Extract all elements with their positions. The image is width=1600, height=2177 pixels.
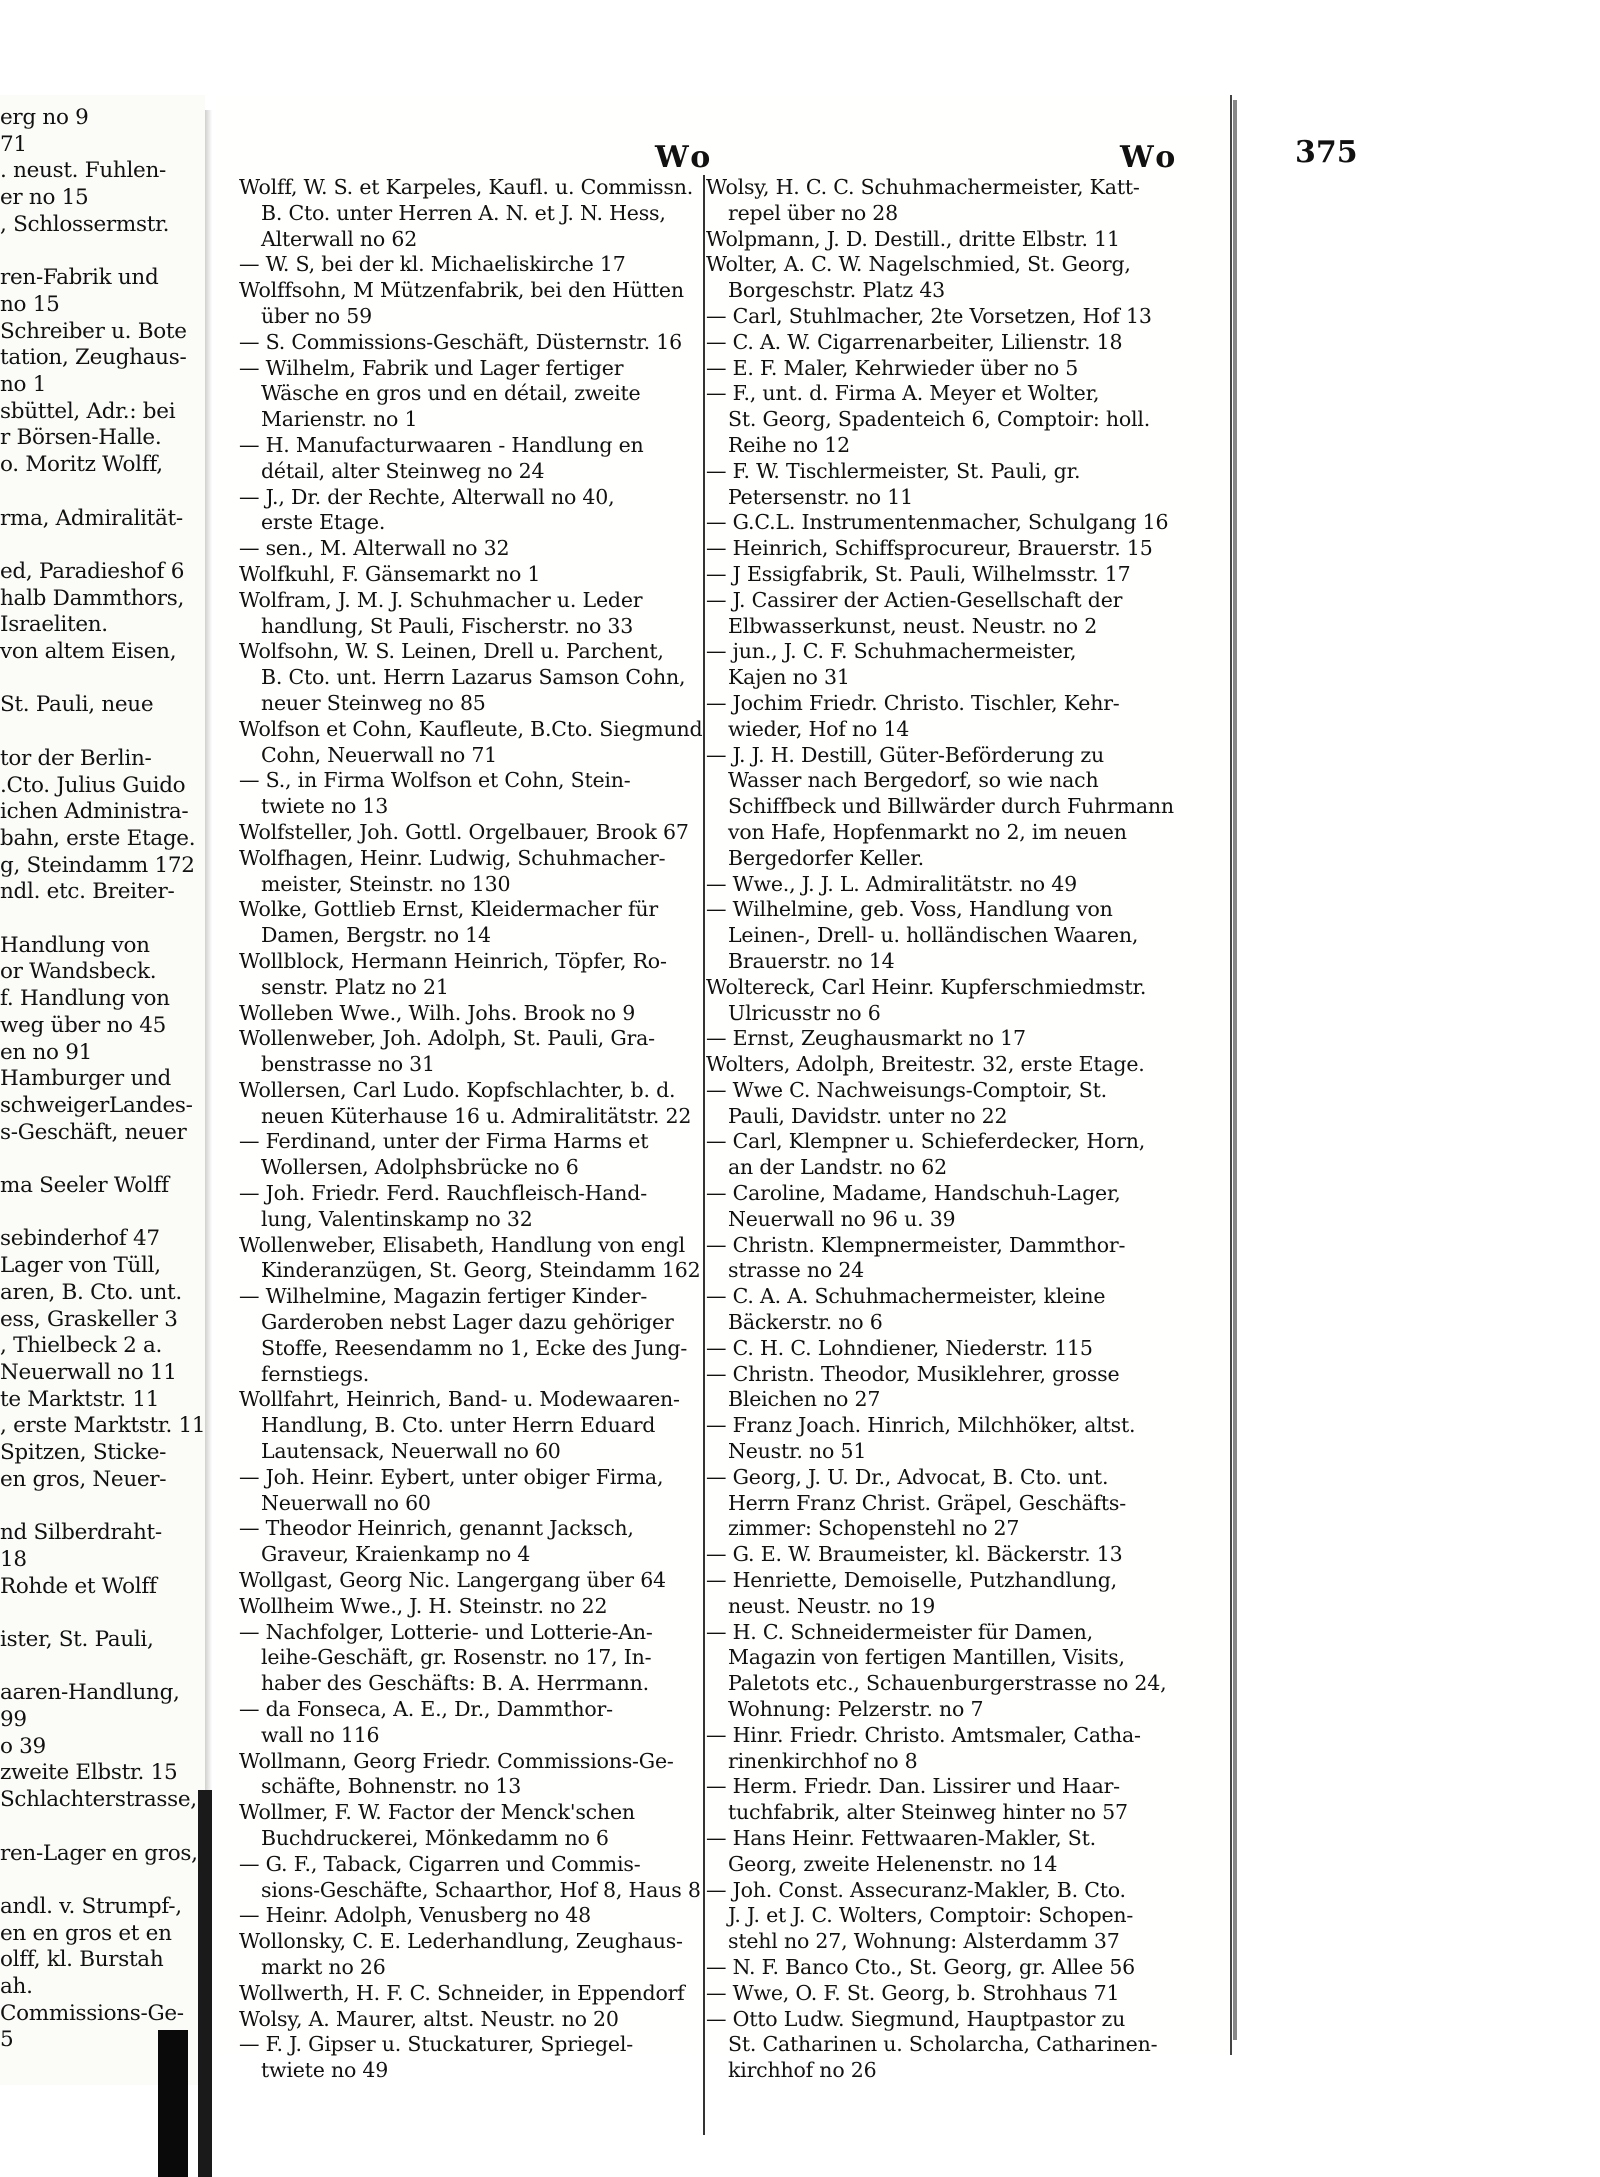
directory-entry-line: — Carl, Klempner u. Schieferdecker, Horn, [706,1129,1146,1154]
facing-page-line: zweite Elbstr. 15 [0,1760,178,1786]
book-spine-shadow [198,1790,212,2177]
facing-page-line: ren-Fabrik und [0,265,159,291]
facing-page-line: en no 91 [0,1039,92,1065]
facing-page-line: schweigerLandes- [0,1092,193,1118]
directory-entry-line: — G. F., Taback, Cigarren und Commis- [239,1851,641,1876]
directory-entry-line: sions-Geschäfte, Schaarthor, Hof 8, Haus 8 [261,1877,701,1902]
directory-entry-line: Wolfram, J. M. J. Schuhmacher u. Leder [239,587,643,612]
facing-page-line: o. Moritz Wolff, [0,452,163,478]
directory-entry-line: — Joh. Friedr. Ferd. Rauchfleisch-Hand- [239,1181,647,1206]
facing-page-line: olff, kl. Burstah [0,1947,164,1973]
facing-page-line: aaren-Handlung, [0,1680,180,1706]
facing-page-line: Hamburger und [0,1066,171,1092]
directory-entry-line: Georg, zweite Helenenstr. no 14 [728,1851,1058,1876]
directory-entry-line: — Otto Ludw. Siegmund, Hauptpastor zu [706,2006,1126,2031]
directory-entry-line: — Nachfolger, Lotterie- und Lotterie-An- [239,1619,653,1644]
directory-entry-line: Ulricusstr no 6 [728,1000,881,1025]
directory-entry-line: Petersenstr. no 11 [728,484,913,509]
directory-entry-line: Bergedorfer Keller. [728,845,924,870]
directory-entry-line: Wollgast, Georg Nic. Langergang über 64 [239,1568,666,1593]
directory-entry-line: Bleichen no 27 [728,1387,881,1412]
directory-entry-line: leihe-Geschäft, gr. Rosenstr. no 17, In- [261,1645,652,1670]
facing-page-line: Schlachterstrasse, [0,1787,197,1813]
directory-entry-line: meister, Steinstr. no 130 [261,871,511,896]
facing-page-line: en en gros et en [0,1920,172,1946]
facing-page-line: bahn, erste Etage. [0,825,196,851]
directory-entry-line: — Heinr. Adolph, Venusberg no 48 [239,1903,591,1928]
directory-entry-line: tuchfabrik, alter Steinweg hinter no 57 [728,1800,1128,1825]
directory-entry-line: von Hafe, Hopfenmarkt no 2, im neuen [728,819,1127,844]
directory-entry-line: — G. E. W. Braumeister, kl. Bäckerstr. 13 [706,1542,1123,1567]
directory-entry-line: Lautensack, Neuerwall no 60 [261,1439,561,1464]
left-column [239,175,714,2084]
directory-entry-line: Wollenweber, Joh. Adolph, St. Pauli, Gra- [239,1026,655,1051]
facing-page-line: .Cto. Julius Guido [0,772,186,798]
directory-entry-line: Bäckerstr. no 6 [728,1310,883,1335]
directory-entry-line: Handlung, B. Cto. unter Herrn Eduard [261,1413,656,1438]
directory-entry-line: Wollersen, Carl Ludo. Kopfschlachter, b. d. [239,1077,676,1102]
directory-entry-line: Wolpmann, J. D. Destill., dritte Elbstr. 11 [706,226,1120,251]
facing-page-line: ister, St. Pauli, [0,1626,154,1652]
facing-page-line: erg no 9 [0,105,89,130]
facing-page-line: f. Handlung von [0,986,170,1012]
directory-entry-line: — Joh. Heinr. Eybert, unter obiger Firma, [239,1464,664,1489]
directory-entry-line: Pauli, Davidstr. unter no 22 [728,1103,1008,1128]
directory-entry-line: — da Fonseca, A. E., Dr., Dammthor- [239,1697,613,1722]
directory-entry-line: Wolfkuhl, F. Gänsemarkt no 1 [239,561,541,586]
directory-entry-line: — J. J. H. Destill, Güter-Beförderung zu [706,742,1104,767]
directory-entry-line: — Wwe C. Nachweisungs-Comptoir, St. [706,1077,1107,1102]
directory-entry-line: — H. C. Schneidermeister für Damen, [706,1619,1093,1644]
directory-entry-line: Wolff, W. S. et Karpeles, Kaufl. u. Commissn. [239,175,694,199]
facing-page-line: tor der Berlin- [0,745,152,771]
facing-page-line: von altem Eisen, [0,639,177,664]
directory-entry-line: Wolleben Wwe., Wilh. Johs. Brook no 9 [239,1000,636,1025]
directory-entry-line: Schiffbeck und Billwärder durch Fuhrmann [728,794,1174,819]
facing-page-line: aren, B. Cto. unt. [0,1279,182,1305]
directory-entry-line: Wollenweber, Elisabeth, Handlung von engl [239,1232,686,1257]
directory-entry-line: Leinen-, Drell- u. holländischen Waaren, [728,923,1139,948]
facing-page-line: halb Dammthors, [0,585,185,611]
directory-entry-line: Wolters, Adolph, Breitestr. 32, erste Etage. [706,1052,1145,1077]
facing-page-line: Rohde et Wolff [0,1573,157,1599]
directory-entry-line: — Henriette, Demoiselle, Putzhandlung, [706,1568,1117,1593]
running-header-right: Wo [1120,140,1180,175]
directory-entry-line: Stoffe, Reesendamm no 1, Ecke des Jung- [261,1335,688,1360]
binding-edge [158,2030,188,2177]
directory-page [215,95,1358,2083]
directory-entry-line: — jun., J. C. F. Schuhmachermeister, [706,639,1077,664]
directory-entry-line: — Christn. Klempnermeister, Dammthor- [706,1232,1126,1257]
directory-entry-line: — N. F. Banco Cto., St. Georg, gr. Allee 56 [706,1954,1136,1979]
directory-entry-line: B. Cto. unter Herren A. N. et J. N. Hess, [261,200,666,225]
directory-entry-line: détail, alter Steinweg no 24 [261,458,545,483]
directory-entry-line: — J Essigfabrik, St. Pauli, Wilhelmsstr. 17 [706,561,1131,586]
facing-page-line: or Wandsbeck. [0,959,157,985]
right-column [706,175,1196,2084]
directory-entry-line: St. Catharinen u. Scholarcha, Catharinen- [728,2032,1158,2057]
facing-page-line: Schreiber u. Bote [0,318,187,344]
directory-entry-line: Damen, Bergstr. no 14 [261,923,491,948]
directory-entry-line: — G.C.L. Instrumentenmacher, Schulgang 16 [706,510,1169,535]
facing-page-line: r Börsen-Halle. [0,425,162,451]
page-number: 375 [1295,135,1358,170]
directory-entry-line: — E. F. Maler, Kehrwieder über no 5 [706,355,1079,380]
directory-entry-line: Borgeschstr. Platz 43 [728,278,946,303]
directory-entry-line: twiete no 13 [261,794,389,819]
directory-entry-line: erste Etage. [261,510,386,535]
facing-page-line: ndl. etc. Breiter- [0,879,175,905]
directory-entry-line: — Georg, J. U. Dr., Advocat, B. Cto. unt. [706,1464,1109,1489]
directory-entry-line: lung, Valentinskamp no 32 [261,1206,533,1231]
directory-entry-line: benstrasse no 31 [261,1052,435,1077]
directory-entry-line: über no 59 [261,303,372,328]
facing-page-line: Commissions-Ge- [0,2000,184,2026]
facing-page-line: en gros, Neuer- [0,1466,167,1492]
facing-page-line: s-Geschäft, neuer [0,1119,187,1145]
directory-entry-line: — S., in Firma Wolfson et Cohn, Stein- [239,768,631,793]
directory-entry-line: Wolfson et Cohn, Kaufleute, B.Cto. Siegmund [239,716,703,741]
directory-entry-line: — Wilhelm, Fabrik und Lager fertiger [239,355,624,380]
directory-entry-line: rinenkirchhof no 8 [728,1748,918,1773]
directory-entry-line: Marienstr. no 1 [261,407,418,432]
facing-page-line: nd Silberdraht- [0,1520,162,1546]
directory-entry-line: Wollmer, F. W. Factor der Menck'schen [239,1800,635,1825]
facing-page-line: Handlung von [0,932,150,958]
directory-entry-line: markt no 26 [261,1954,386,1979]
directory-entry-line: an der Landstr. no 62 [728,1155,947,1180]
directory-entry-line: stehl no 27, Wohnung: Alsterdamm 37 [728,1929,1120,1954]
directory-entry-line: Reihe no 12 [728,432,850,457]
directory-entry-line: repel über no 28 [728,200,898,225]
directory-entry-line: St. Georg, Spadenteich 6, Comptoir: holl. [728,407,1151,432]
directory-entry-line: Wolsy, A. Maurer, altst. Neustr. no 20 [239,2006,619,2031]
directory-entry-line: wall no 116 [261,1722,380,1747]
directory-entry-line: fernstiegs. [261,1361,370,1386]
directory-entry-line: — Hinr. Friedr. Christo. Amtsmaler, Catha- [706,1722,1141,1747]
directory-entry-line: — Wilhelmine, Magazin fertiger Kinder- [239,1284,648,1309]
directory-entry-line: strasse no 24 [728,1258,865,1283]
facing-page-line: ed, Paradieshof 6 [0,558,185,584]
directory-entry-line: Neuerwall no 60 [261,1490,431,1515]
directory-entry-line: — F. W. Tischlermeister, St. Pauli, gr. [706,458,1081,483]
facing-page-line: Spitzen, Sticke- [0,1440,167,1465]
directory-entry-line: Neuerwall no 96 u. 39 [728,1206,956,1231]
facing-page-line: o 39 [0,1733,46,1759]
directory-entry-line: — Theodor Heinrich, genannt Jacksch, [239,1516,634,1541]
facing-page-line: tation, Zeughaus- [0,345,187,371]
directory-entry-line: neuen Küterhause 16 u. Admiralitätstr. 22 [261,1103,692,1128]
facing-page-line: , Thielbeck 2 a. [0,1333,163,1359]
directory-entry-line: B. Cto. unt. Herrn Lazarus Samson Cohn, [261,665,686,690]
directory-entry-line: senstr. Platz no 21 [261,974,449,999]
directory-entry-line: — C. H. C. Lohndiener, Niederstr. 115 [706,1335,1093,1360]
directory-entry-line: Wollwerth, H. F. C. Schneider, in Eppendorf [239,1980,685,2005]
directory-entry-line: Wolfsteller, Joh. Gottl. Orgelbauer, Brook 67 [239,819,689,844]
directory-entry-line: Magazin von fertigen Mantillen, Visits, [728,1645,1125,1670]
facing-page-line: Israeliten. [0,612,108,638]
column-divider [703,175,705,2135]
directory-entry-line: — Christn. Theodor, Musiklehrer, grosse [706,1361,1120,1386]
directory-entry-line: Buchdruckerei, Mönkedamm no 6 [261,1826,609,1850]
directory-entry-line: Neustr. no 51 [728,1439,867,1464]
page-edge [1233,100,1237,2040]
facing-page-line: Neuerwall no 11 [0,1359,177,1385]
directory-entry-line: schäfte, Bohnenstr. no 13 [261,1774,522,1799]
directory-entry-line: Brauerstr. no 14 [728,948,895,973]
facing-page-line: , Schlossermstr. [0,211,170,237]
directory-entry-line: — Carl, Stuhlmacher, 2te Vorsetzen, Hof 13 [706,303,1152,328]
directory-entry-line: — Ernst, Zeughausmarkt no 17 [706,1026,1026,1051]
directory-entry-line: — Herm. Friedr. Dan. Lissirer und Haar- [706,1774,1120,1799]
running-header-left: Wo [655,140,715,175]
directory-entry-line: — Wwe., J. J. L. Admiralitätstr. no 49 [706,871,1077,896]
facing-page-line: 71 [0,131,27,157]
directory-entry-line: twiete no 49 [261,2058,389,2083]
directory-entry-line: — Wwe, O. F. St. Georg, b. Strohhaus 71 [706,1980,1120,2005]
directory-entry-line: — Joh. Const. Assecuranz-Makler, B. Cto. [706,1877,1126,1902]
directory-entry-line: Wollfahrt, Heinrich, Band- u. Modewaaren- [239,1387,680,1412]
directory-entry-line: haber des Geschäfts: B. A. Herrmann. [261,1671,649,1696]
directory-entry-line: — C. A. A. Schuhmachermeister, kleine [706,1284,1106,1309]
directory-entry-line: — W. S, bei der kl. Michaeliskirche 17 [239,252,626,277]
directory-entry-line: Alterwall no 62 [261,226,418,251]
directory-entry-line: kirchhof no 26 [728,2058,877,2083]
directory-entry-line: Wollonsky, C. E. Lederhandlung, Zeughaus- [239,1929,683,1954]
facing-page-line: g, Steindamm 172 [0,852,195,878]
directory-entry-line: wieder, Hof no 14 [728,716,910,741]
facing-page-line: ichen Administra- [0,799,189,825]
facing-page-line: 99 [0,1707,27,1732]
facing-page-line: no 15 [0,291,60,317]
directory-entry-line: J. J. et J. C. Wolters, Comptoir: Schopen- [728,1903,1134,1928]
facing-page-line: rma, Admiralität- [0,505,183,531]
facing-page-line: St. Pauli, neue [0,692,154,718]
directory-entry-line: — F., unt. d. Firma A. Meyer et Wolter, [706,381,1100,406]
facing-page-line: weg über no 45 [0,1012,166,1038]
directory-entry-line: Cohn, Neuerwall no 71 [261,742,498,767]
directory-entry-line: — F. J. Gipser u. Stuckaturer, Spriegel- [239,2032,633,2057]
facing-page-line: . neust. Fuhlen- [0,158,166,184]
facing-page-line: ren-Lager en gros, [0,1840,198,1866]
directory-entry-line: Wolfhagen, Heinr. Ludwig, Schuhmacher- [239,845,666,870]
directory-entry-line: — Ferdinand, unter der Firma Harms et [239,1129,649,1154]
directory-entry-line: Graveur, Kraienkamp no 4 [261,1542,531,1567]
directory-entry-line: — Caroline, Madame, Handschuh-Lager, [706,1181,1121,1206]
directory-entry-line: handlung, St Pauli, Fischerstr. no 33 [261,613,634,638]
directory-entry-line: Wolfsohn, W. S. Leinen, Drell u. Parchent, [239,639,664,664]
directory-entry-line: neuer Steinweg no 85 [261,690,486,715]
facing-page-fragment [0,95,205,2085]
directory-entry-line: Wollersen, Adolphsbrücke no 6 [261,1155,579,1180]
facing-page-line: er no 15 [0,185,89,211]
directory-entry-line: — J., Dr. der Rechte, Alterwall no 40, [239,484,615,509]
facing-page-line: Lager von Tüll, [0,1253,161,1279]
directory-entry-line: Herrn Franz Christ. Gräpel, Geschäfts- [728,1490,1126,1515]
facing-page-line: no 1 [0,372,47,397]
directory-entry-line: Wohnung: Pelzerstr. no 7 [728,1697,984,1722]
directory-entry-line: Wolsy, H. C. C. Schuhmachermeister, Katt- [706,175,1140,199]
facing-page-line: sebinderhof 47 [0,1226,160,1252]
facing-page-line: andl. v. Strumpf-, [0,1893,182,1919]
directory-entry-line: zimmer: Schopenstehl no 27 [728,1516,1020,1541]
directory-entry-line: Wolke, Gottlieb Ernst, Kleidermacher für [239,897,658,922]
directory-entry-line: — H. Manufacturwaaren - Handlung en [239,432,644,457]
facing-page-line: , erste Marktstr. 11 [0,1413,205,1439]
directory-entry-line: — Wilhelmine, geb. Voss, Handlung von [706,897,1113,922]
directory-entry-line: Paletots etc., Schauenburgerstrasse no 24, [728,1671,1167,1696]
directory-entry-line: Wolffsohn, M Mützenfabrik, bei den Hütten [239,278,684,303]
directory-entry-line: Garderoben nebst Lager dazu gehöriger [261,1310,674,1335]
directory-entry-line: — Heinrich, Schiffsprocureur, Brauerstr. 15 [706,536,1153,561]
directory-entry-line: — J. Cassirer der Actien-Gesellschaft der [706,587,1123,612]
directory-entry-line: — C. A. W. Cigarrenarbeiter, Lilienstr. 18 [706,329,1123,354]
facing-page-line: ma Seeler Wolff [0,1173,169,1198]
directory-entry-line: Wolter, A. C. W. Nagelschmied, St. Georg, [706,252,1131,277]
directory-entry-line: — S. Commissions-Geschäft, Düsternstr. 16 [239,329,682,354]
directory-entry-line: neust. Neustr. no 19 [728,1593,936,1618]
facing-page-line: sbüttel, Adr.: bei [0,398,176,424]
directory-entry-line: — Jochim Friedr. Christo. Tischler, Kehr- [706,690,1120,715]
directory-entry-line: Wäsche en gros und en détail, zweite [261,381,641,406]
directory-entry-line: — Hans Heinr. Fettwaaren-Makler, St. [706,1826,1096,1850]
directory-entry-line: Wollblock, Hermann Heinrich, Töpfer, Ro- [239,948,667,973]
directory-entry-line: Wollheim Wwe., J. H. Steinstr. no 22 [239,1593,608,1618]
directory-entry-line: Elbwasserkunst, neust. Neustr. no 2 [728,613,1098,638]
facing-page-line: ess, Graskeller 3 [0,1306,178,1332]
directory-entry-line: Kajen no 31 [728,665,850,690]
directory-entry-line: Wasser nach Bergedorf, so wie nach [728,768,1099,793]
facing-page-line: 18 [0,1546,27,1572]
directory-entry-line: Woltereck, Carl Heinr. Kupferschmiedmstr. [706,974,1147,999]
facing-page-line: te Marktstr. 11 [0,1386,160,1412]
directory-entry-line: Kinderanzügen, St. Georg, Steindamm 162 [261,1258,701,1283]
directory-entry-line: — Franz Joach. Hinrich, Milchhöker, altst. [706,1413,1136,1438]
facing-page-line: ah. [0,1974,33,1999]
directory-entry-line: — sen., M. Alterwall no 32 [239,536,510,561]
directory-entry-line: Wollmann, Georg Friedr. Commissions-Ge- [239,1748,674,1773]
facing-page-line: 5 [0,2027,14,2053]
